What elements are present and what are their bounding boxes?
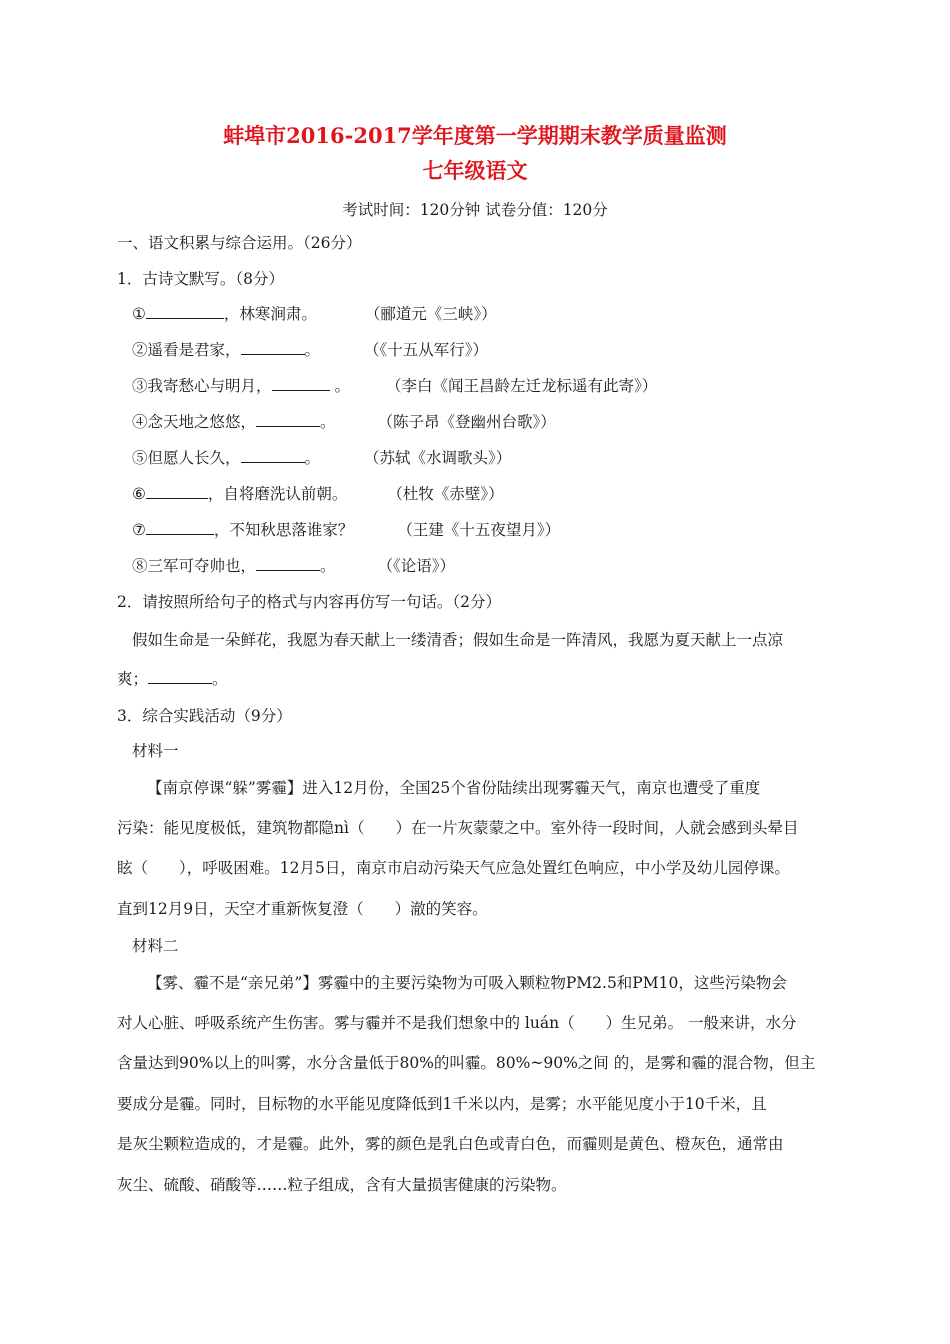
answer-blank[interactable] xyxy=(241,339,305,355)
material-1-line: 污染：能见度极低，建筑物都隐nì（ ）在一片灰蒙蒙之中。室外待一段时间，人就会感到头晕目 xyxy=(117,819,799,837)
item-source: （杜牧《赤壁》） xyxy=(387,485,504,503)
item-prefix: ① xyxy=(132,305,146,323)
material-1-line: 直到12月9日，天空才重新恢复澄（ ）澈的笑容。 xyxy=(117,900,488,918)
recitation-item-1 xyxy=(132,303,497,325)
item-prefix: ⑤但愿人长久， xyxy=(132,449,241,467)
material-2-line: 对人心脏、呼吸系统产生伤害。雾与霾并不是我们想象中的 luán（ ）生兄弟。 一般来讲，水分 xyxy=(117,1014,797,1032)
item-suffix: 。 xyxy=(304,449,321,467)
item-source: （李白《闻王昌龄左迁龙标遥有此寄》） xyxy=(385,377,658,395)
imitation-prompt: 假如生命是一朵鲜花，我愿为春天献上一缕清香；假如生命是一阵清风，我愿为夏天献上一点凉 xyxy=(132,631,784,649)
question-2-heading: 2．请按照所给句子的格式与内容再仿写一句话。（2分） xyxy=(117,593,501,611)
material-1-label: 材料一 xyxy=(132,742,179,760)
answer-blank[interactable] xyxy=(256,411,320,427)
answer-blank[interactable] xyxy=(256,555,320,571)
item-prefix: ⑥ xyxy=(132,485,146,503)
recitation-item-7 xyxy=(132,519,560,541)
item-suffix: ，不知秋思落谁家？ xyxy=(213,521,354,539)
material-2-line: 灰尘、硫酸、硝酸等……粒子组成，含有大量损害健康的污染物。 xyxy=(117,1176,567,1194)
answer-blank[interactable] xyxy=(272,375,330,391)
item-prefix: ②遥看是君家， xyxy=(132,341,241,359)
recitation-item-4 xyxy=(132,411,556,433)
item-source: （陈子昂《登幽州台歌》） xyxy=(377,413,556,431)
material-1-line: 眩（ ），呼吸困难。12月5日，南京市启动污染天气应急处置红色响应，中小学及幼儿园停课。 xyxy=(117,859,790,877)
item-prefix: ⑦ xyxy=(132,521,146,539)
item-prefix: ③我寄愁心与明月， xyxy=(132,377,272,395)
material-2-line: 【雾、霾不是“亲兄弟”】雾霾中的主要污染物为可吸入颗粒物PM2.5和PM10，这些污染物会 xyxy=(147,974,787,992)
item-source: （苏轼《水调歌头》） xyxy=(364,449,512,467)
section-heading: 一、语文积累与综合运用。（26分） xyxy=(117,234,362,252)
answer-blank[interactable] xyxy=(146,303,224,319)
item-source: （郦道元《三峡》） xyxy=(364,305,497,323)
answer-blank[interactable] xyxy=(148,668,212,684)
item-prefix: ⑧三军可夺帅也， xyxy=(132,557,257,575)
item-suffix: 。 xyxy=(304,341,321,359)
answer-blank[interactable] xyxy=(146,483,208,499)
item-suffix: ，自将磨洗认前朝。 xyxy=(207,485,348,503)
item-suffix: 。 xyxy=(320,557,336,575)
question-3-heading: 3．综合实践活动（9分） xyxy=(117,707,292,725)
item-suffix: 。 xyxy=(320,413,336,431)
recitation-item-8 xyxy=(132,555,455,577)
recitation-item-2 xyxy=(132,339,488,361)
material-2-line: 是灰尘颗粒造成的，才是霾。此外，雾的颜色是乳白色或青白色，而霾则是黄色、橙灰色，通常由 xyxy=(117,1135,784,1153)
document-subtitle: 七年级语文 xyxy=(422,158,528,183)
material-2-label: 材料二 xyxy=(132,937,179,955)
item-source: （《论语》） xyxy=(377,557,456,575)
item-source: （王建《十五夜望月》） xyxy=(397,521,561,539)
material-2-line: 要成分是霾。同时，目标物的水平能见度降低到1千米以内，是雾；水平能见度小于10千米，且 xyxy=(117,1095,767,1113)
item-prefix: ④念天地之悠悠， xyxy=(132,413,257,431)
exam-info: 考试时间：120分钟 试卷分值：120分 xyxy=(342,201,608,219)
question-1-heading: 1．古诗文默写。（8分） xyxy=(117,270,284,288)
recitation-item-5 xyxy=(132,447,511,469)
item-suffix: ，林寒涧肃。 xyxy=(223,305,317,323)
recitation-item-6 xyxy=(132,483,504,505)
material-2-line: 含量达到90%以上的叫雾，水分含量低于80%的叫霾。80%~90%之间 的，是雾和霾的混合物，但主 xyxy=(117,1054,816,1072)
answer-blank[interactable] xyxy=(146,519,214,535)
imitation-prefix: 爽； xyxy=(117,670,149,688)
imitation-answer-line xyxy=(117,668,228,690)
answer-blank[interactable] xyxy=(241,447,305,463)
material-1-line: 【南京停课“躲”雾霾】进入12月份，全国25个省份陆续出现雾霾天气，南京也遭受了重度 xyxy=(147,779,761,797)
item-source: （《十五从军行》） xyxy=(364,341,489,359)
item-suffix: 。 xyxy=(329,377,350,395)
recitation-item-3 xyxy=(132,375,657,397)
document-title: 蚌埠市2016-2017学年度第一学期期末教学质量监测 xyxy=(223,123,727,148)
imitation-suffix: 。 xyxy=(212,670,228,688)
